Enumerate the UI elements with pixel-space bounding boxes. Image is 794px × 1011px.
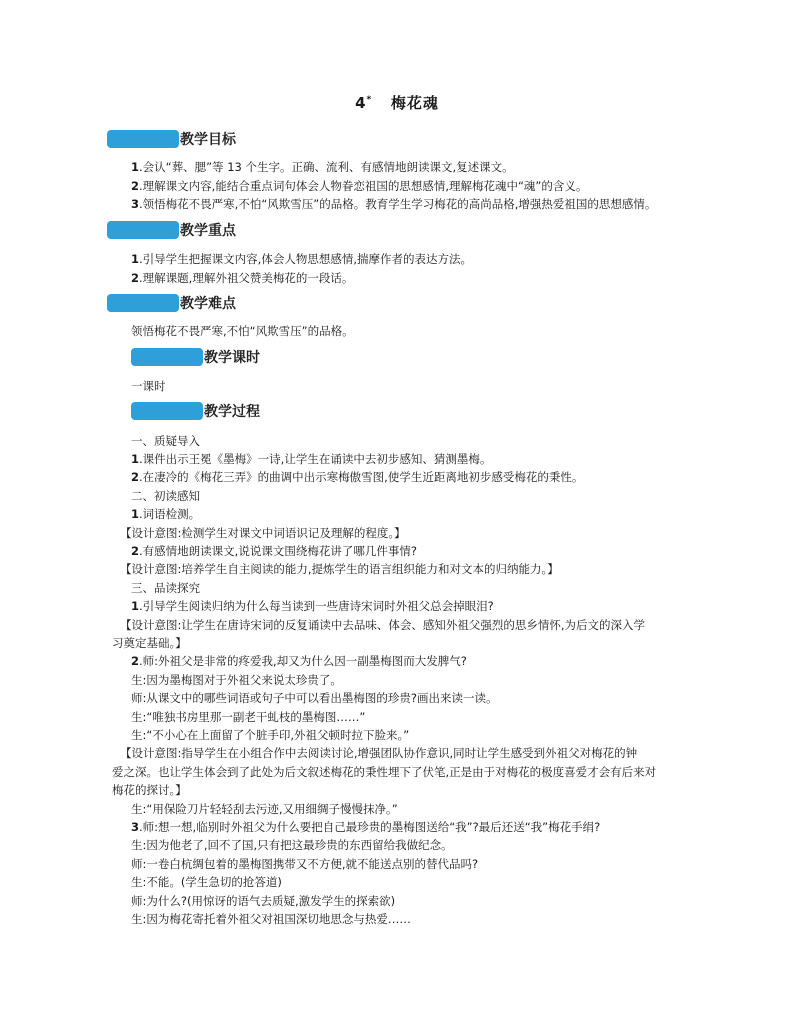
page-title: 4* 梅花魂 (355, 94, 439, 112)
difficulty-text: 领悟梅花不畏严寒,不怕“风欺雪压”的品格。 (131, 324, 354, 338)
section-marker (107, 130, 179, 148)
section-marker (107, 294, 179, 312)
process-line: 习奠定基础。】 (112, 636, 187, 650)
section-header-key (107, 219, 236, 241)
section-label: 教学过程 (204, 404, 260, 420)
process-line: 1.引导学生阅读归纳为什么每当读到一些唐诗宋词时外祖父总会掉眼泪? (131, 599, 494, 613)
process-line: 三、品读探究 (131, 581, 200, 595)
process-line: 梅花的探讨。】 (112, 783, 187, 797)
section-label: 教学课时 (204, 350, 260, 366)
process-line: 1.课件出示王冕《墨梅》一诗,让学生在诵读中去初步感知、猜测墨梅。 (131, 452, 492, 466)
section-marker (131, 348, 203, 366)
process-line: 【设计意图:让学生在唐诗宋词的反复诵读中去品味、体会、感知外祖父强烈的思乡情怀,为后文的深入学 (120, 618, 646, 632)
section-header-process (131, 400, 260, 422)
process-line: 一、质疑导入 (131, 434, 200, 448)
process-line: 师:为什么?(用惊讶的语气去质疑,激发学生的探索欲) (131, 894, 396, 908)
process-line: 生:因为梅花寄托着外祖父对祖国深切地思念与热爱…… (131, 912, 411, 926)
goal-item: 1.会认“葬、腮”等 13 个生字。正确、流利、有感情地朗读课文,复述课文。 (131, 160, 514, 174)
key-item: 1.引导学生把握课文内容,体会人物思想感情,揣摩作者的表达方法。 (131, 252, 472, 266)
section-header-hours (131, 346, 260, 368)
process-line: 2.在凄冷的《梅花三弄》的曲调中出示寒梅傲雪图,使学生近距离地初步感受梅花的秉性。 (131, 470, 584, 484)
process-line: 1.词语检测。 (131, 507, 201, 521)
section-label: 教学难点 (180, 296, 236, 312)
goal-item: 2.理解课文内容,能结合重点词句体会人物眷恋祖国的思想感情,理解梅花魂中“魂”的含义。 (131, 179, 588, 193)
section-header-goals (107, 128, 236, 150)
hours-text: 一课时 (131, 379, 166, 393)
process-line: 师:一卷白杭绸包着的墨梅图携带又不方便,就不能送点别的替代品吗? (131, 857, 479, 871)
section-label: 教学目标 (180, 132, 236, 148)
process-line: 生:因为墨梅图对于外祖父来说太珍贵了。 (131, 673, 342, 687)
process-line: 2.有感情地朗读课文,说说课文围绕梅花讲了哪几件事情? (131, 544, 417, 558)
process-line: 2.师:外祖父是非常的疼爱我,却又为什么因一副墨梅图而大发脾气? (131, 654, 467, 668)
section-marker (131, 402, 203, 420)
process-line: 【设计意图:检测学生对课文中词语识记及理解的程度。】 (120, 526, 406, 540)
process-line: 【设计意图:指导学生在小组合作中去阅读讨论,增强团队协作意识,同时让学生感受到外祖父对梅花的钟 (120, 746, 638, 760)
process-line: 爱之深。也让学生体会到了此处为后文叙述梅花的秉性埋下了伏笔,正是由于对梅花的极度喜爱才会有后来对 (112, 765, 657, 779)
process-line: 生:因为他老了,回不了国,只有把这最珍贵的东西留给我做纪念。 (131, 838, 453, 852)
key-item: 2.理解课题,理解外祖父赞美梅花的一段话。 (131, 271, 354, 285)
process-line: 二、初读感知 (131, 489, 200, 503)
process-line: 【设计意图:培养学生自主阅读的能力,提炼学生的语言组织能力和对文本的归纳能力。】 (120, 562, 559, 576)
section-marker (107, 221, 179, 239)
process-line: 3.师:想一想,临别时外祖父为什么要把自己最珍贵的墨梅图送给“我”?最后还送“我”梅花手绢? (131, 820, 601, 834)
process-line: 生:“不小心在上面留了个脏手印,外祖父顿时拉下脸来。” (131, 728, 410, 742)
process-line: 生:“用保险刀片轻轻刮去污迹,又用细绸子慢慢抹净。” (131, 802, 398, 816)
process-line: 师:从课文中的哪些词语或句子中可以看出墨梅图的珍贵?画出来读一读。 (131, 691, 498, 705)
section-header-difficulty (107, 292, 236, 314)
process-line: 生:不能。(学生急切的抢答道) (131, 875, 282, 889)
process-line: 生:“唯独书房里那一副老干虬枝的墨梅图……” (131, 710, 366, 724)
section-label: 教学重点 (180, 223, 236, 239)
goal-item: 3.领悟梅花不畏严寒,不怕“风欺雪压”的品格。教育学生学习梅花的高尚品格,增强热爱祖国的思想感情。 (131, 197, 657, 211)
